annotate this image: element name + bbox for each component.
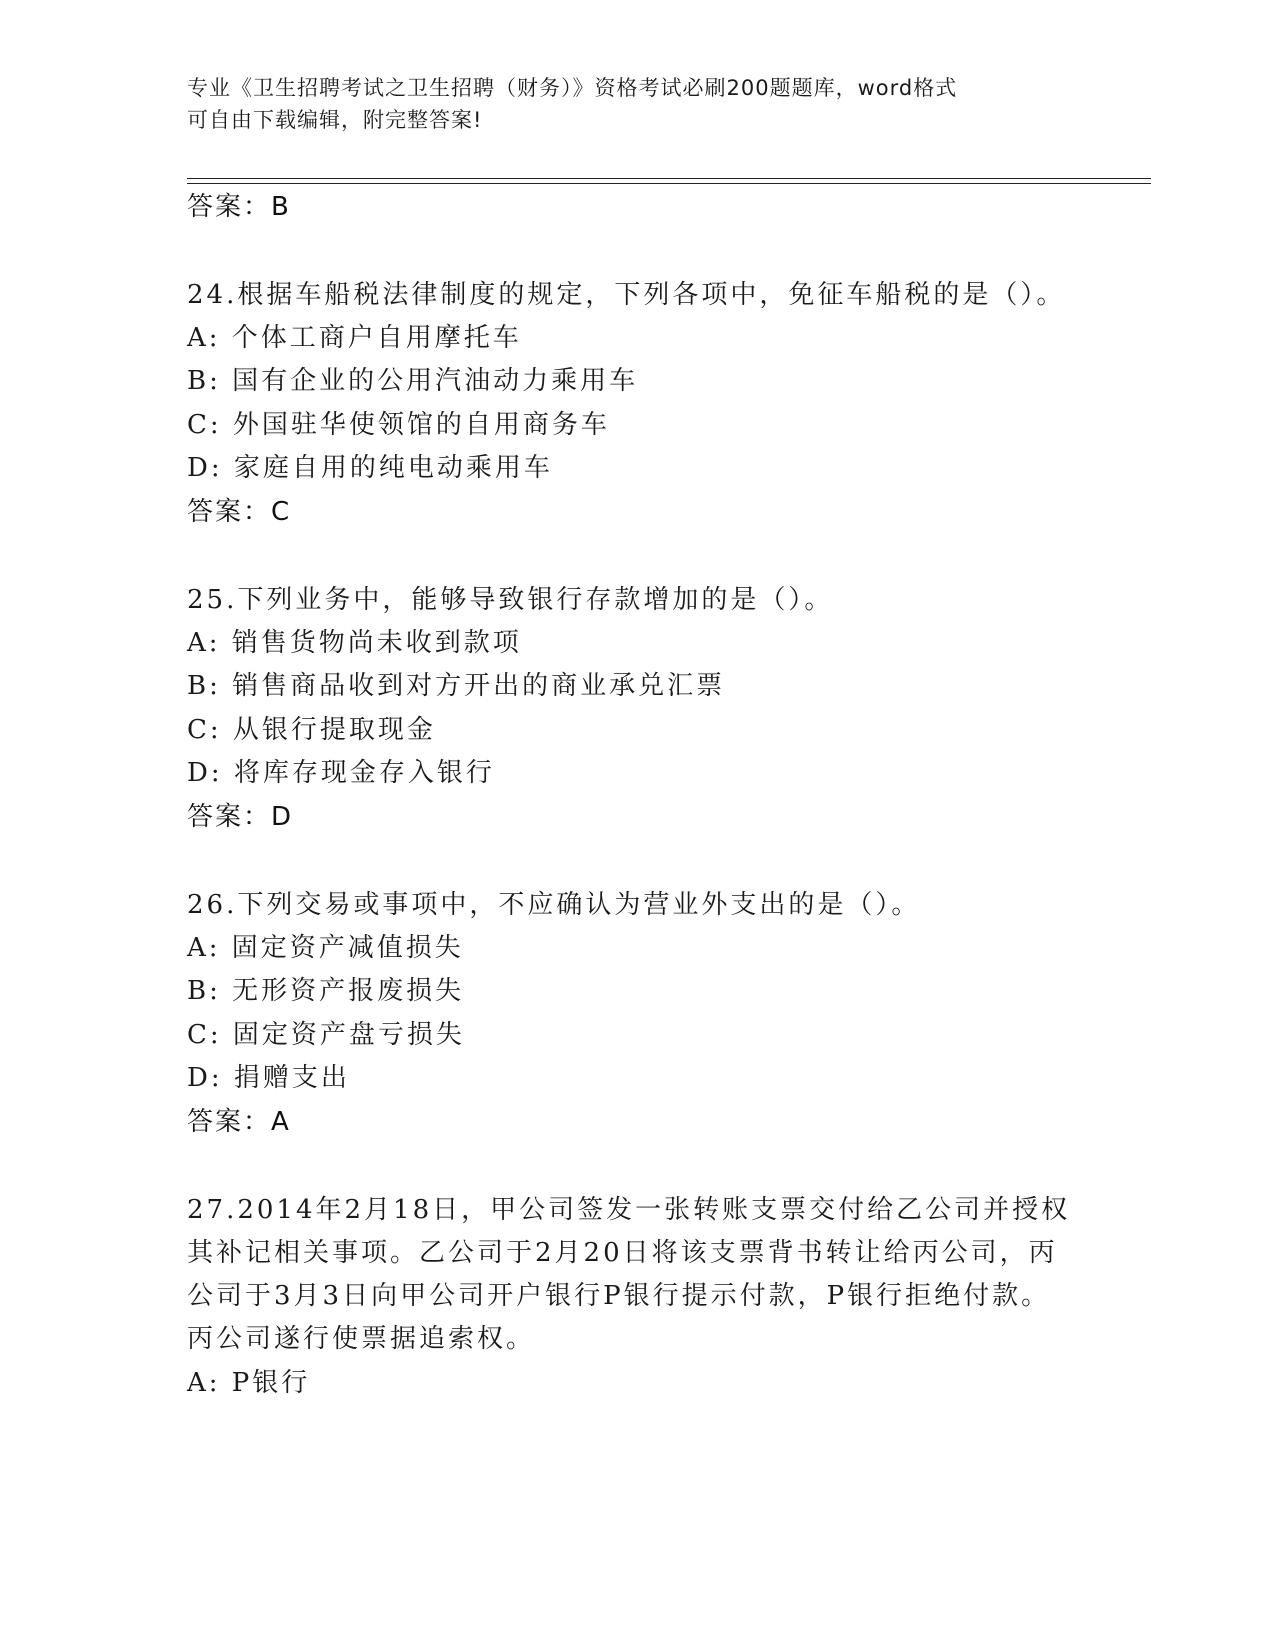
- option-b: B: 无形资产报废损失: [187, 976, 465, 1006]
- header-line-1: 专业《卫生招聘考试之卫生招聘（财务）》资格考试必刷200题题库，word格式: [187, 76, 958, 100]
- answer-label: 答案：A: [187, 1107, 291, 1137]
- question-stem-line-1: 27.2014年2月18日，甲公司签发一张转账支票交付给乙公司并授权: [187, 1195, 1071, 1225]
- option-b: B: 国有企业的公用汽油动力乘用车: [187, 366, 639, 396]
- header-divider-top: [187, 178, 1151, 179]
- option-c: C: 从银行提取现金: [187, 715, 436, 745]
- question-stem-line-4: 丙公司遂行使票据追索权。: [187, 1324, 536, 1354]
- option-a: A: 销售货物尚未收到款项: [187, 628, 522, 658]
- option-d: D: 将库存现金存入银行: [187, 758, 495, 788]
- document-header: [187, 72, 1087, 136]
- question-stem-line-3: 公司于3月3日向甲公司开户银行P银行提示付款，P银行拒绝付款。: [187, 1281, 1051, 1311]
- answer-label: 答案：B: [187, 192, 291, 222]
- answer-label: 答案：D: [187, 802, 294, 832]
- answer-label: 答案：C: [187, 497, 292, 527]
- option-c: C: 外国驻华使领馆的自用商务车: [187, 410, 610, 440]
- option-d: D: 家庭自用的纯电动乘用车: [187, 453, 553, 483]
- option-d: D: 捐赠支出: [187, 1063, 350, 1093]
- option-a: A: 个体工商户自用摩托车: [187, 323, 522, 353]
- question-stem: 24.根据车船税法律制度的规定，下列各项中，免征车船税的是（）。: [187, 280, 1066, 310]
- question-stem: 26.下列交易或事项中，不应确认为营业外支出的是（）。: [187, 890, 921, 920]
- option-a: A: 固定资产减值损失: [187, 933, 464, 963]
- question-stem: 25.下列业务中，能够导致银行存款增加的是（）。: [187, 585, 834, 615]
- header-divider-bottom: [187, 183, 1151, 184]
- question-stem-line-2: 其补记相关事项。乙公司于2月20日将该支票背书转让给丙公司，丙: [187, 1238, 1058, 1268]
- option-c: C: 固定资产盘亏损失: [187, 1020, 465, 1050]
- option-b: B: 销售商品收到对方开出的商业承兑汇票: [187, 671, 726, 701]
- option-a: A: P银行: [187, 1368, 311, 1398]
- header-line-2: 可自由下载编辑，附完整答案!: [187, 108, 483, 132]
